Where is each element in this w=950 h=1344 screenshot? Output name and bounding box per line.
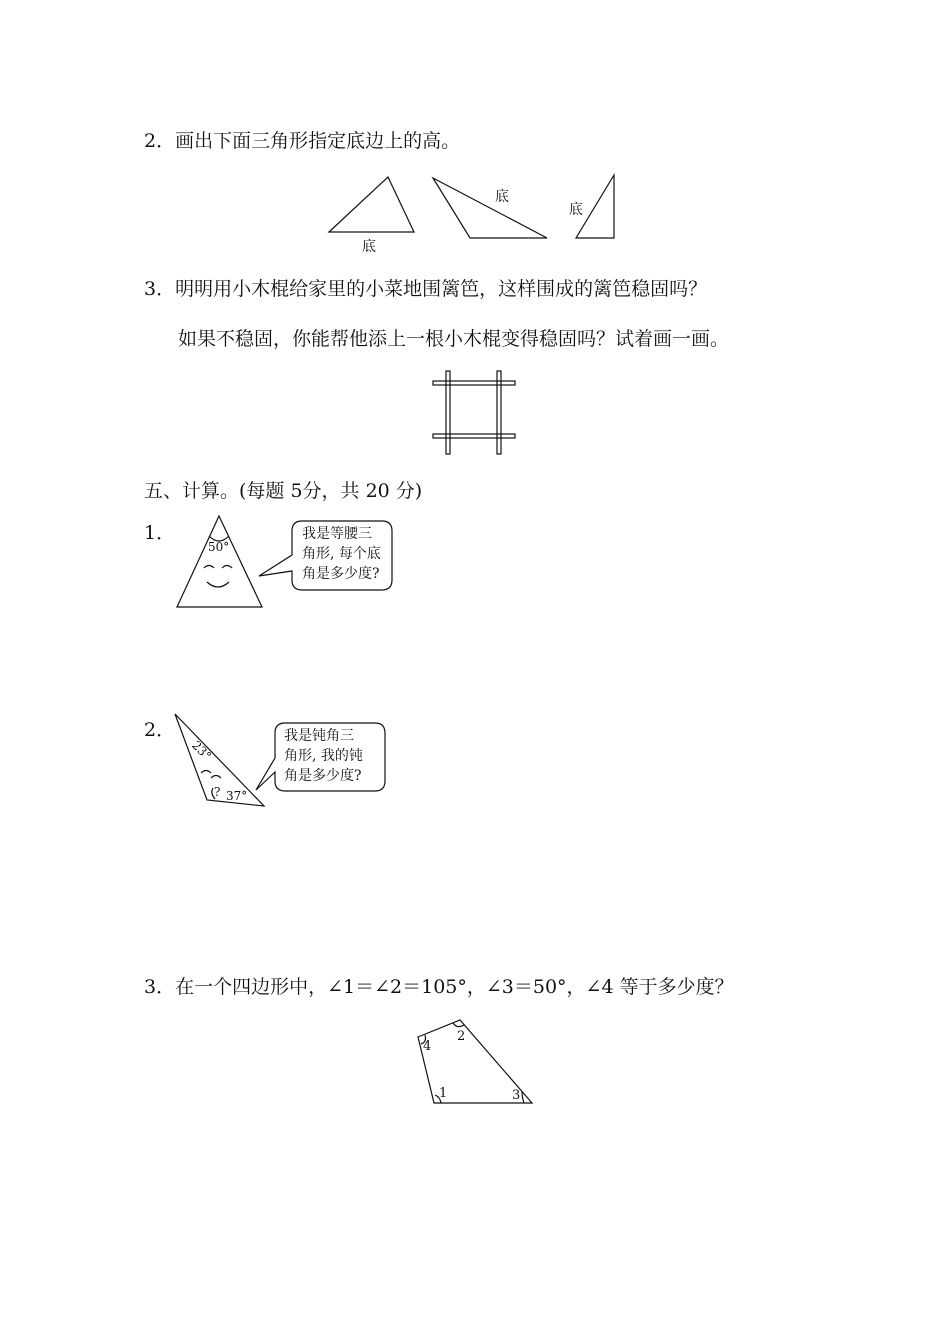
p1-bubble-line-2: 角形, 每个底 [302, 546, 381, 562]
q2-number: 2． [144, 130, 176, 152]
q2-triangle-1 [329, 177, 414, 232]
p3-text: 在一个四边形中，∠1＝∠2＝105°，∠3＝50°，∠4 等于多少度？ [175, 976, 734, 998]
p1-number: 1． [144, 522, 176, 544]
q2-text: 画出下面三角形指定底边上的高。 [175, 130, 461, 152]
q3-number: 3． [144, 278, 176, 300]
p1-bubble-line-1: 我是等腰三 [302, 526, 372, 542]
p3-label-3: 3 [512, 1088, 521, 1103]
p1-mouth [207, 582, 229, 587]
p1-eye-left [204, 566, 214, 569]
p2-number: 2． [144, 719, 176, 741]
p1-triangle [177, 516, 262, 607]
p1-bubble-text [302, 524, 381, 584]
q2-base-label-2: 底 [495, 189, 509, 205]
p1-eye-right [222, 566, 232, 569]
p2-bubble-line-1: 我是钝角三 [284, 728, 354, 744]
p2-unknown-angle: ? [214, 785, 221, 799]
p2-bubble-text [284, 726, 363, 786]
fence-figure [433, 371, 515, 454]
p3-label-1: 1 [439, 1086, 448, 1101]
q2-base-label-3: 底 [569, 202, 583, 218]
p3-label-2: 2 [457, 1029, 466, 1044]
q2-triangle-2 [433, 178, 547, 238]
q2-base-label-1: 底 [362, 239, 376, 255]
p2-angle-bottom: 37° [226, 789, 248, 803]
p2-bubble-line-2: 角形, 我的钝 [284, 748, 363, 764]
p2-angle-top: 23° [189, 738, 215, 764]
p2-bubble-line-3: 角是多少度? [284, 768, 362, 784]
p1-bubble-line-3: 角是多少度? [302, 566, 380, 582]
section5-heading: 五、计算。(每题 5分，共 20 分) [144, 480, 423, 502]
p3-number: 3． [144, 976, 176, 998]
p3-label-4: 4 [423, 1039, 432, 1054]
p1-angle-label: 50° [208, 540, 230, 554]
q3-text-line1: 明明用小木棍给家里的小菜地围篱笆，这样围成的篱笆稳固吗？ [175, 278, 708, 300]
p2-face-eyes [201, 771, 221, 779]
q3-text-line2: 如果不稳固，你能帮他添上一根小木棍变得稳固吗？试着画一画。 [178, 328, 730, 350]
